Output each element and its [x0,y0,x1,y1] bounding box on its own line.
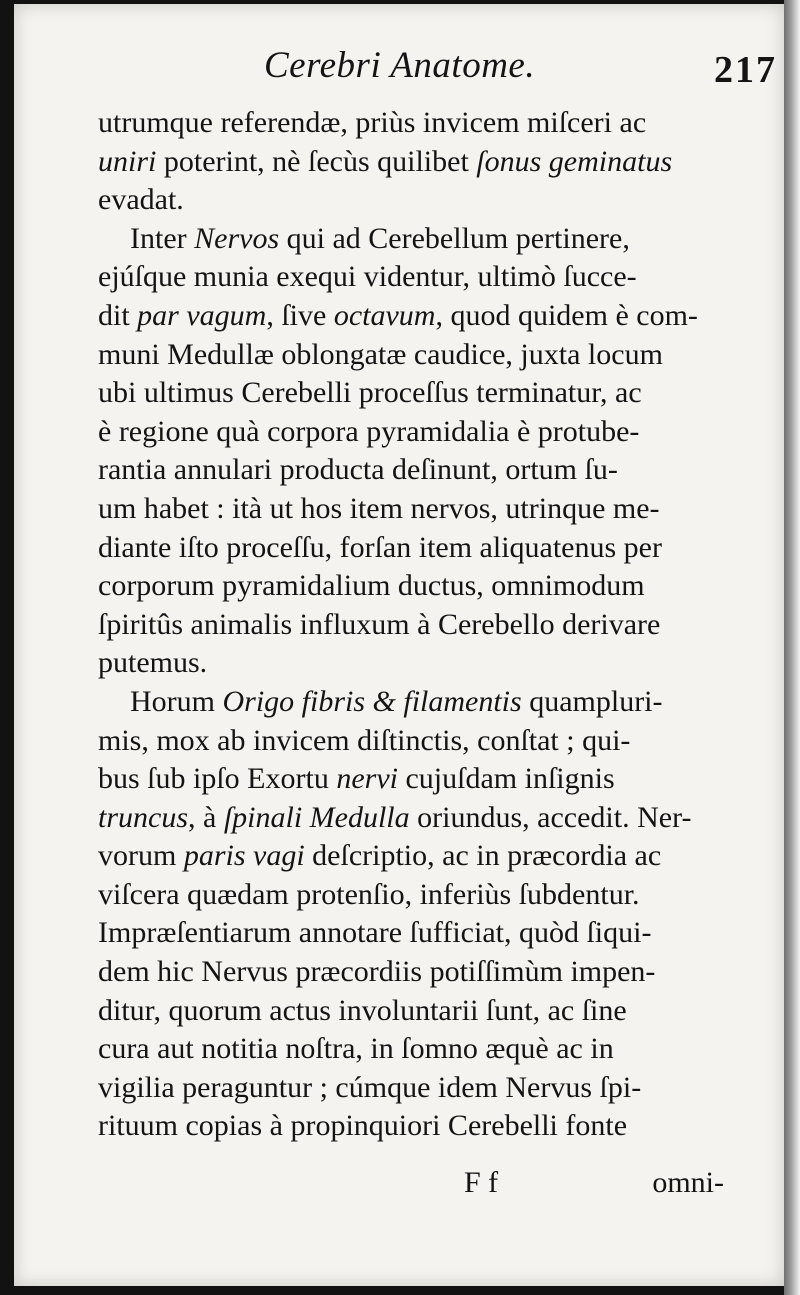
line-text: , à [188,800,224,834]
text-line [98,1069,728,1108]
line-text: qui ad Cerebellum pertinere, [279,221,630,255]
line-text: dit [98,298,138,332]
text-line [98,258,728,297]
text-line [98,374,728,413]
italic-term: ſonus geminatus [476,144,673,178]
line-text: oriundus, accedit. Ner- [409,800,692,834]
italic-term: nervi [336,762,398,796]
line-text: ditur, quorum actus involuntarii ſunt, ac ſine [98,993,627,1027]
line-text: è regione quà corpora pyramidalia è protube- [98,414,640,448]
text-line [98,104,728,143]
page-edge-shadow [784,0,800,1295]
line-text: ſpiritûs animalis influxum à Cerebello derivare [98,607,661,641]
book-page [14,4,784,1286]
line-text: Horum [130,684,223,718]
italic-term: truncus [98,800,188,834]
text-line [98,297,728,336]
text-line [98,529,728,568]
line-text: rantia annulari producta deſinunt, ortum ſu- [98,453,618,487]
line-text: ubi ultimus Cerebelli proceſſus terminatur, ac [98,376,642,410]
line-text: muni Medullæ oblongatæ caudice, juxta locum [98,337,663,371]
text-line [98,451,728,490]
page-footer [464,1166,724,1200]
text-line [98,567,728,606]
line-text: Impræſentiarum annotare ſufficiat, quòd ſiqui- [98,916,652,950]
text-line [98,799,728,838]
italic-term: ſpinali Medulla [223,800,410,834]
catchword: omni- [652,1166,724,1199]
text-line [98,837,728,876]
line-text: diante iſto proceſſu, forſan item aliquatenus per [98,530,662,564]
italic-term: par vagum [137,298,267,332]
line-text: mis, mox ab invicem diſtinctis, conſtat ; qui- [98,723,631,757]
line-text: poterint, nè ſecùs quilibet [156,144,477,178]
text-line [98,181,728,220]
italic-term: Nervos [194,221,280,255]
text-line [98,606,728,645]
italic-term: uniri [98,144,157,178]
line-text: , ſive [266,298,334,332]
signature-mark: F f [464,1166,499,1199]
text-line [98,876,728,915]
line-text: putemus. [98,646,208,680]
paragraph-start-line [98,220,728,259]
line-text: dem hic Nervus præcordiis potiſſimùm impen- [98,955,656,989]
text-line [98,1107,728,1146]
line-text: vorum [98,839,184,873]
line-text: , quod quidem è com- [435,298,698,332]
text-line [98,644,728,683]
line-text: cujuſdam inſignis [397,762,615,796]
line-text: evadat. [98,183,184,217]
line-text: corporum pyramidalium ductus, omnimodum [98,569,645,603]
text-line [98,413,728,452]
line-text: vigilia peraguntur ; cúmque idem Nervus ſpi- [98,1070,642,1104]
line-text: ejúſque munia exequi videntur, ultimò ſucce- [98,260,637,294]
line-text: quampluri- [521,684,663,718]
running-title: Cerebri Anatome. [264,45,536,86]
line-text: rituum copias à propinquiori Cerebelli fonte [98,1109,628,1143]
text-line [98,914,728,953]
paragraph-start-line [98,683,728,722]
page-number: 217 [714,49,777,91]
body-text [98,104,728,1146]
text-line [98,722,728,761]
line-text: bus ſub ipſo Exortu [98,762,337,796]
line-text: cura aut notitia noſtra, in ſomno æquè ac in [98,1032,614,1066]
text-line [98,1030,728,1069]
text-line [98,143,728,182]
italic-term: octavum [333,298,436,332]
line-text: viſcera quædam protenſio, inferiùs ſubdentur. [98,877,640,911]
italic-term: paris vagi [183,839,305,873]
line-text: Inter [130,221,195,255]
text-line [98,490,728,529]
text-line [98,992,728,1031]
text-line [98,953,728,992]
text-line [98,760,728,799]
line-text: deſcriptio, ac in præcordia ac [304,839,662,873]
line-text: um habet : ità ut hos item nervos, utrinque me- [98,491,660,525]
italic-term: Origo fibris & filamentis [222,684,522,718]
text-line [98,336,728,375]
line-text: utrumque referendæ, priùs invicem miſceri ac [98,106,647,139]
